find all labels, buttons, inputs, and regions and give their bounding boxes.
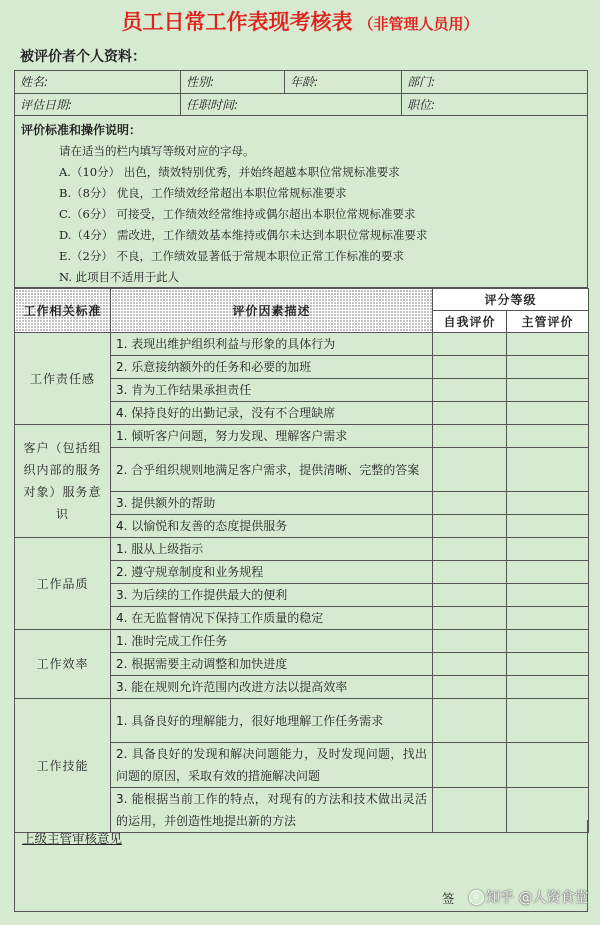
manager-evaluation-cell[interactable] — [507, 333, 589, 356]
manager-evaluation-cell[interactable] — [507, 492, 589, 515]
criteria-heading: 评价标准和操作说明： — [21, 123, 142, 137]
table-row — [15, 333, 589, 356]
factor-description-cell: 3. 提供额外的帮助 — [111, 492, 433, 515]
header-score-level: 评分等级 — [433, 289, 589, 311]
self-evaluation-cell[interactable] — [433, 402, 507, 425]
form-title-sub: （非管理人员用） — [358, 15, 479, 33]
evaluation-table — [14, 288, 589, 833]
category-cell: 工作责任感 — [15, 333, 111, 425]
grade-a: A.（10分） 出色，绩效特别优秀，并始终超越本职位常规标准要求 — [59, 165, 400, 179]
info-row-1 — [15, 71, 587, 94]
zhihu-logo-icon — [469, 890, 484, 905]
factor-description-cell: 1. 表现出维护组织利益与形象的具体行为 — [111, 333, 433, 356]
signature-label: 签 — [442, 891, 455, 906]
factor-description-cell: 2. 遵守规章制度和业务规程 — [111, 561, 433, 584]
subject-info-label: 被评价者个人资料： — [20, 49, 146, 65]
form-title-main: 员工日常工作表现考核表 — [121, 10, 353, 34]
self-evaluation-cell[interactable] — [433, 538, 507, 561]
factor-description-cell: 1. 准时完成工作任务 — [111, 630, 433, 653]
manager-evaluation-cell[interactable] — [507, 653, 589, 676]
manager-evaluation-cell[interactable] — [507, 743, 589, 788]
self-evaluation-cell[interactable] — [433, 653, 507, 676]
self-evaluation-cell[interactable] — [433, 492, 507, 515]
manager-evaluation-cell[interactable] — [507, 699, 589, 743]
grade-n: N. 此项目不适用于此人 — [59, 270, 180, 284]
self-evaluation-cell[interactable] — [433, 743, 507, 788]
factor-description-cell: 3. 肯为工作结果承担责任 — [111, 379, 433, 402]
grade-e: E.（2分） 不良，工作绩效显著低于常规本职位正常工作标准的要求 — [59, 249, 405, 263]
factor-description-cell: 2. 乐意接纳额外的任务和必要的加班 — [111, 356, 433, 379]
factor-description-cell: 3. 能根据当前工作的特点，对现有的方法和技术做出灵活的运用，并创造性地提出新的方法 — [111, 788, 433, 833]
category-cell: 工作效率 — [15, 630, 111, 699]
factor-description-cell: 4. 保持良好的出勤记录，没有不合理缺席 — [111, 402, 433, 425]
manager-evaluation-cell[interactable] — [507, 676, 589, 699]
manager-evaluation-cell[interactable] — [507, 448, 589, 492]
position-field[interactable]: 职位: — [401, 94, 587, 116]
factor-description-cell: 2. 根据需要主动调整和加快进度 — [111, 653, 433, 676]
header-factor-description: 评价因素描述 — [111, 289, 433, 333]
factor-description-cell: 3. 为后续的工作提供最大的便利 — [111, 584, 433, 607]
category-cell: 工作品质 — [15, 538, 111, 630]
form-title — [0, 6, 600, 36]
manager-evaluation-cell[interactable] — [507, 607, 589, 630]
manager-evaluation-cell[interactable] — [507, 538, 589, 561]
self-evaluation-cell[interactable] — [433, 333, 507, 356]
self-evaluation-cell[interactable] — [433, 584, 507, 607]
manager-evaluation-cell[interactable] — [507, 630, 589, 653]
manager-evaluation-cell[interactable] — [507, 356, 589, 379]
manager-evaluation-cell[interactable] — [507, 425, 589, 448]
self-evaluation-cell[interactable] — [433, 676, 507, 699]
table-row — [15, 699, 589, 743]
department-field[interactable]: 部门: — [401, 71, 587, 93]
grade-d: D.（4分） 需改进，工作绩效基本维持或偶尔未达到本职位常规标准要求 — [59, 228, 428, 242]
grade-b: B.（8分） 优良，工作绩效经常超出本职位常规标准要求 — [59, 186, 347, 200]
factor-description-cell: 1. 倾听客户问题，努力发现、理解客户需求 — [111, 425, 433, 448]
self-evaluation-cell[interactable] — [433, 515, 507, 538]
self-evaluation-cell[interactable] — [433, 699, 507, 743]
factor-description-cell: 1. 服从上级指示 — [111, 538, 433, 561]
header-manager-evaluation: 主管评价 — [507, 311, 589, 333]
self-evaluation-cell[interactable] — [433, 379, 507, 402]
supervisor-review-section — [14, 820, 588, 912]
table-row — [15, 425, 589, 448]
table-row — [15, 630, 589, 653]
grade-c: C.（6分） 可接受，工作绩效经常维持或偶尔超出本职位常规标准要求 — [59, 207, 416, 221]
factor-description-cell: 4. 以愉悦和友善的态度提供服务 — [111, 515, 433, 538]
watermark — [467, 887, 588, 907]
self-evaluation-cell[interactable] — [433, 607, 507, 630]
name-field[interactable]: 姓名: — [20, 75, 49, 89]
header-row — [15, 289, 589, 311]
criteria-instruction: 请在适当的栏内填写等级对应的字母。 — [59, 144, 255, 158]
evaluation-date-field[interactable]: 评估日期: — [20, 98, 73, 112]
header-related-standard: 工作相关标准 — [15, 289, 111, 333]
factor-description-cell: 4. 在无监督情况下保持工作质量的稳定 — [111, 607, 433, 630]
age-field[interactable]: 年龄: — [284, 71, 401, 93]
manager-evaluation-cell[interactable] — [507, 561, 589, 584]
manager-evaluation-cell[interactable] — [507, 584, 589, 607]
factor-description-cell: 2. 合乎组织规则地满足客户需求，提供清晰、完整的答案 — [111, 448, 433, 492]
category-cell: 工作技能 — [15, 699, 111, 833]
tenure-field[interactable]: 任职时间: — [180, 94, 401, 116]
factor-description-cell: 2. 具备良好的发现和解决问题能力，及时发现问题，找出问题的原因，采取有效的措施解决问题 — [111, 743, 433, 788]
info-row-2 — [15, 94, 587, 116]
gender-field[interactable]: 性别: — [180, 71, 284, 93]
table-row — [15, 538, 589, 561]
self-evaluation-cell[interactable] — [433, 630, 507, 653]
criteria-section — [14, 116, 588, 288]
manager-evaluation-cell[interactable] — [507, 515, 589, 538]
factor-description-cell: 3. 能在规则允许范围内改进方法以提高效率 — [111, 676, 433, 699]
self-evaluation-cell[interactable] — [433, 425, 507, 448]
self-evaluation-cell[interactable] — [433, 448, 507, 492]
supervisor-review-label: 上级主管审核意见 — [22, 831, 123, 846]
personal-info-table — [14, 70, 588, 116]
watermark-text: 知乎 @人资食堂 — [486, 890, 589, 906]
manager-evaluation-cell[interactable] — [507, 402, 589, 425]
category-cell: 客户（包括组织内部的服务对象）服务意识 — [15, 425, 111, 538]
self-evaluation-cell[interactable] — [433, 561, 507, 584]
header-self-evaluation: 自我评价 — [433, 311, 507, 333]
factor-description-cell: 1. 具备良好的理解能力，很好地理解工作任务需求 — [111, 699, 433, 743]
manager-evaluation-cell[interactable] — [507, 379, 589, 402]
self-evaluation-cell[interactable] — [433, 356, 507, 379]
